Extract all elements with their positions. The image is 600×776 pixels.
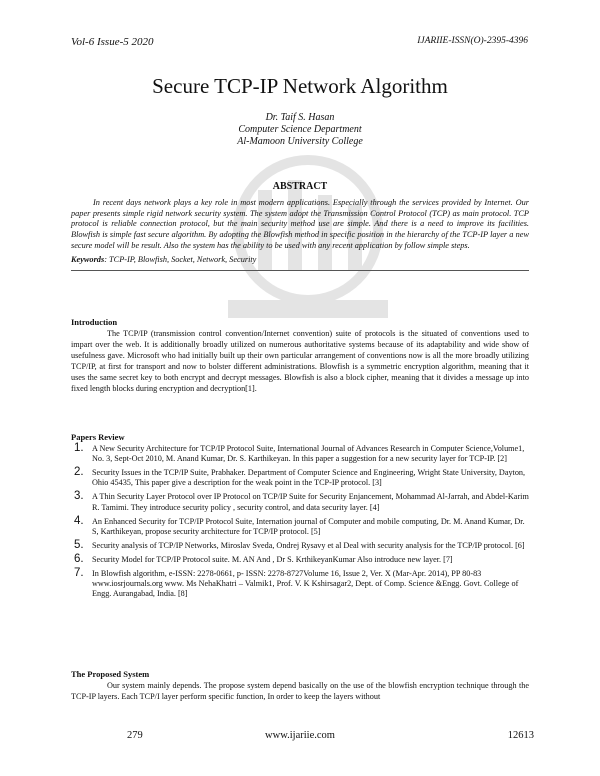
reference-text: Security Issues in the TCP/IP Suite, Prabhaker. Department of Computer Science and Engineering, Wright State University, Dayton, Ohio 45435, This paper give a description for the weak point in the TCP-IP protocol. [3] <box>92 468 526 488</box>
reference-text: Security analysis of TCP/IP Networks, Miroslav Sveda, Ondrej Rysavy et al Deal with security analysis for the TCP/IP protocol. [6] <box>92 540 525 550</box>
reference-text: An Enhanced Security for TCP/IP Protocol Suite, Internation journal of Computer and mobile computing, Dr. M. Anand Kumar, Dr. S, Karthikeyan, propose security architecture for TCP/IP protocol. [5] <box>92 516 525 536</box>
section-divider <box>71 270 529 271</box>
reference-number: 6. <box>74 552 84 565</box>
keywords <box>71 255 529 264</box>
proposed-system-text: Our system mainly depends. The propose system depend basically on the use of the blowfish encryption technique through the TCP-IP layers. Each TCP/I layer perform specific function, In order to keep the layers without <box>71 681 529 701</box>
author-name: Dr. Taif S. Hasan <box>265 112 335 123</box>
paper-title: Secure TCP-IP Network Algorithm <box>152 74 448 98</box>
reference-text: In Blowfish algorithm, e-ISSN: 2278-0661, p- ISSN: 2278-8727Volume 16, Issue 2, Ver. X (Mar-Apr. 2014), PP 80-83 www.iosrjournals.org www. Ms NehaKhatri – Valmik1, Prof. V. K Kshirsagar2, Dept. of Comp. Science &Engg. Govt. College of Engg. Aurangabad, India. [8] <box>92 568 519 599</box>
author-department: Computer Science Department <box>238 124 362 135</box>
proposed-system-heading: The Proposed System <box>71 669 150 679</box>
reference-number: 5. <box>74 538 84 551</box>
reference-number: 1. <box>74 442 84 454</box>
reference-number: 3. <box>74 490 84 503</box>
keywords-text: : TCP-IP, Blowfish, Socket, Network, Security <box>104 255 257 264</box>
journal-issn: IJARIIE-ISSN(O)-2395-4396 <box>417 36 528 46</box>
introduction-text: The TCP/IP (transmission control convention/Internet convention) suite of protocols is the situated of conventions used to impart over the web. It is additionally broadly utilized on numerous authoritative systems because of its adaptability and wide show of usefulness gave. Microsoft who had initially built up their own particular arrangement of conventions now is all the more broadly utilizing TCP/IP, at first for transport and now to bolster different administrations. Blowfish is a symmetric encryption algorithm, meaning that it uses the same secret key to both encrypt and decrypt messages. Blowfish is also a block cipher, meaning that it divides a message up into fixed length blocks during encryption and decryption[1]. <box>71 329 529 393</box>
reference-item <box>71 538 529 551</box>
reference-item <box>71 444 529 465</box>
author-block <box>0 112 600 148</box>
journal-website: www.ijariie.com <box>265 730 335 741</box>
papers-review-heading: Papers Review <box>71 432 125 442</box>
introduction-heading: Introduction <box>71 317 118 327</box>
abstract-heading: ABSTRACT <box>272 181 328 192</box>
abstract-text: In recent days network plays a key role in most modern applications. Especially through the services provided by Internet. Our paper presents simple rigid network security system. The system adopt the Transmission Control Protocol (TCP) as main protocol. TCP protocol is reliable connection protocol, but the main security method use are simple. And there is a need to improve its facilities. Blowfish is simple fast secure algorithm. By adopting the Blowfish method in specific position in the hierarchy of the TCP-IP layer a new secure model will be result. Also the system has the ability to be used with any recent application by follow simple steps. <box>71 198 529 250</box>
reference-text: A New Security Architecture for TCP/IP Protocol Suite, International Journal of Advances Research in Computer Science,Volume1, No. 3, Sept-Oct 2010, M. Anand Kumar, Dr. S. Karthikeyan. In this paper a suggestion for a new security layer for TCP-IP. [2] <box>92 444 525 464</box>
reference-item <box>71 566 529 600</box>
journal-volume: Vol-6 Issue-5 2020 <box>71 36 154 48</box>
reference-item <box>71 514 529 538</box>
reference-number: 7. <box>74 566 84 579</box>
author-institution: Al-Mamoon University College <box>237 136 363 147</box>
reference-text: Security Model for TCP/IP Protocol suite. M. AN And , Dr S. KrthikeyanKumar Also introduce new layer. [7] <box>92 554 453 564</box>
page-number: 279 <box>127 730 143 741</box>
article-id: 12613 <box>507 730 534 741</box>
reference-number: 2. <box>74 466 84 479</box>
reference-item <box>71 468 529 489</box>
reference-item <box>71 492 529 513</box>
reference-text: A Thin Security Layer Protocol over IP Protocol on TCP/IP Suite for Security Enjancement, Mohammad Al-Jarrah, and Abdel-Karim R. Tamimi. They introduce security policy , security control, and data security layer. [4] <box>92 492 529 512</box>
reference-number: 4. <box>74 514 84 527</box>
reference-list <box>71 444 529 603</box>
keywords-label: Keywords <box>71 255 105 264</box>
reference-item <box>71 552 529 565</box>
